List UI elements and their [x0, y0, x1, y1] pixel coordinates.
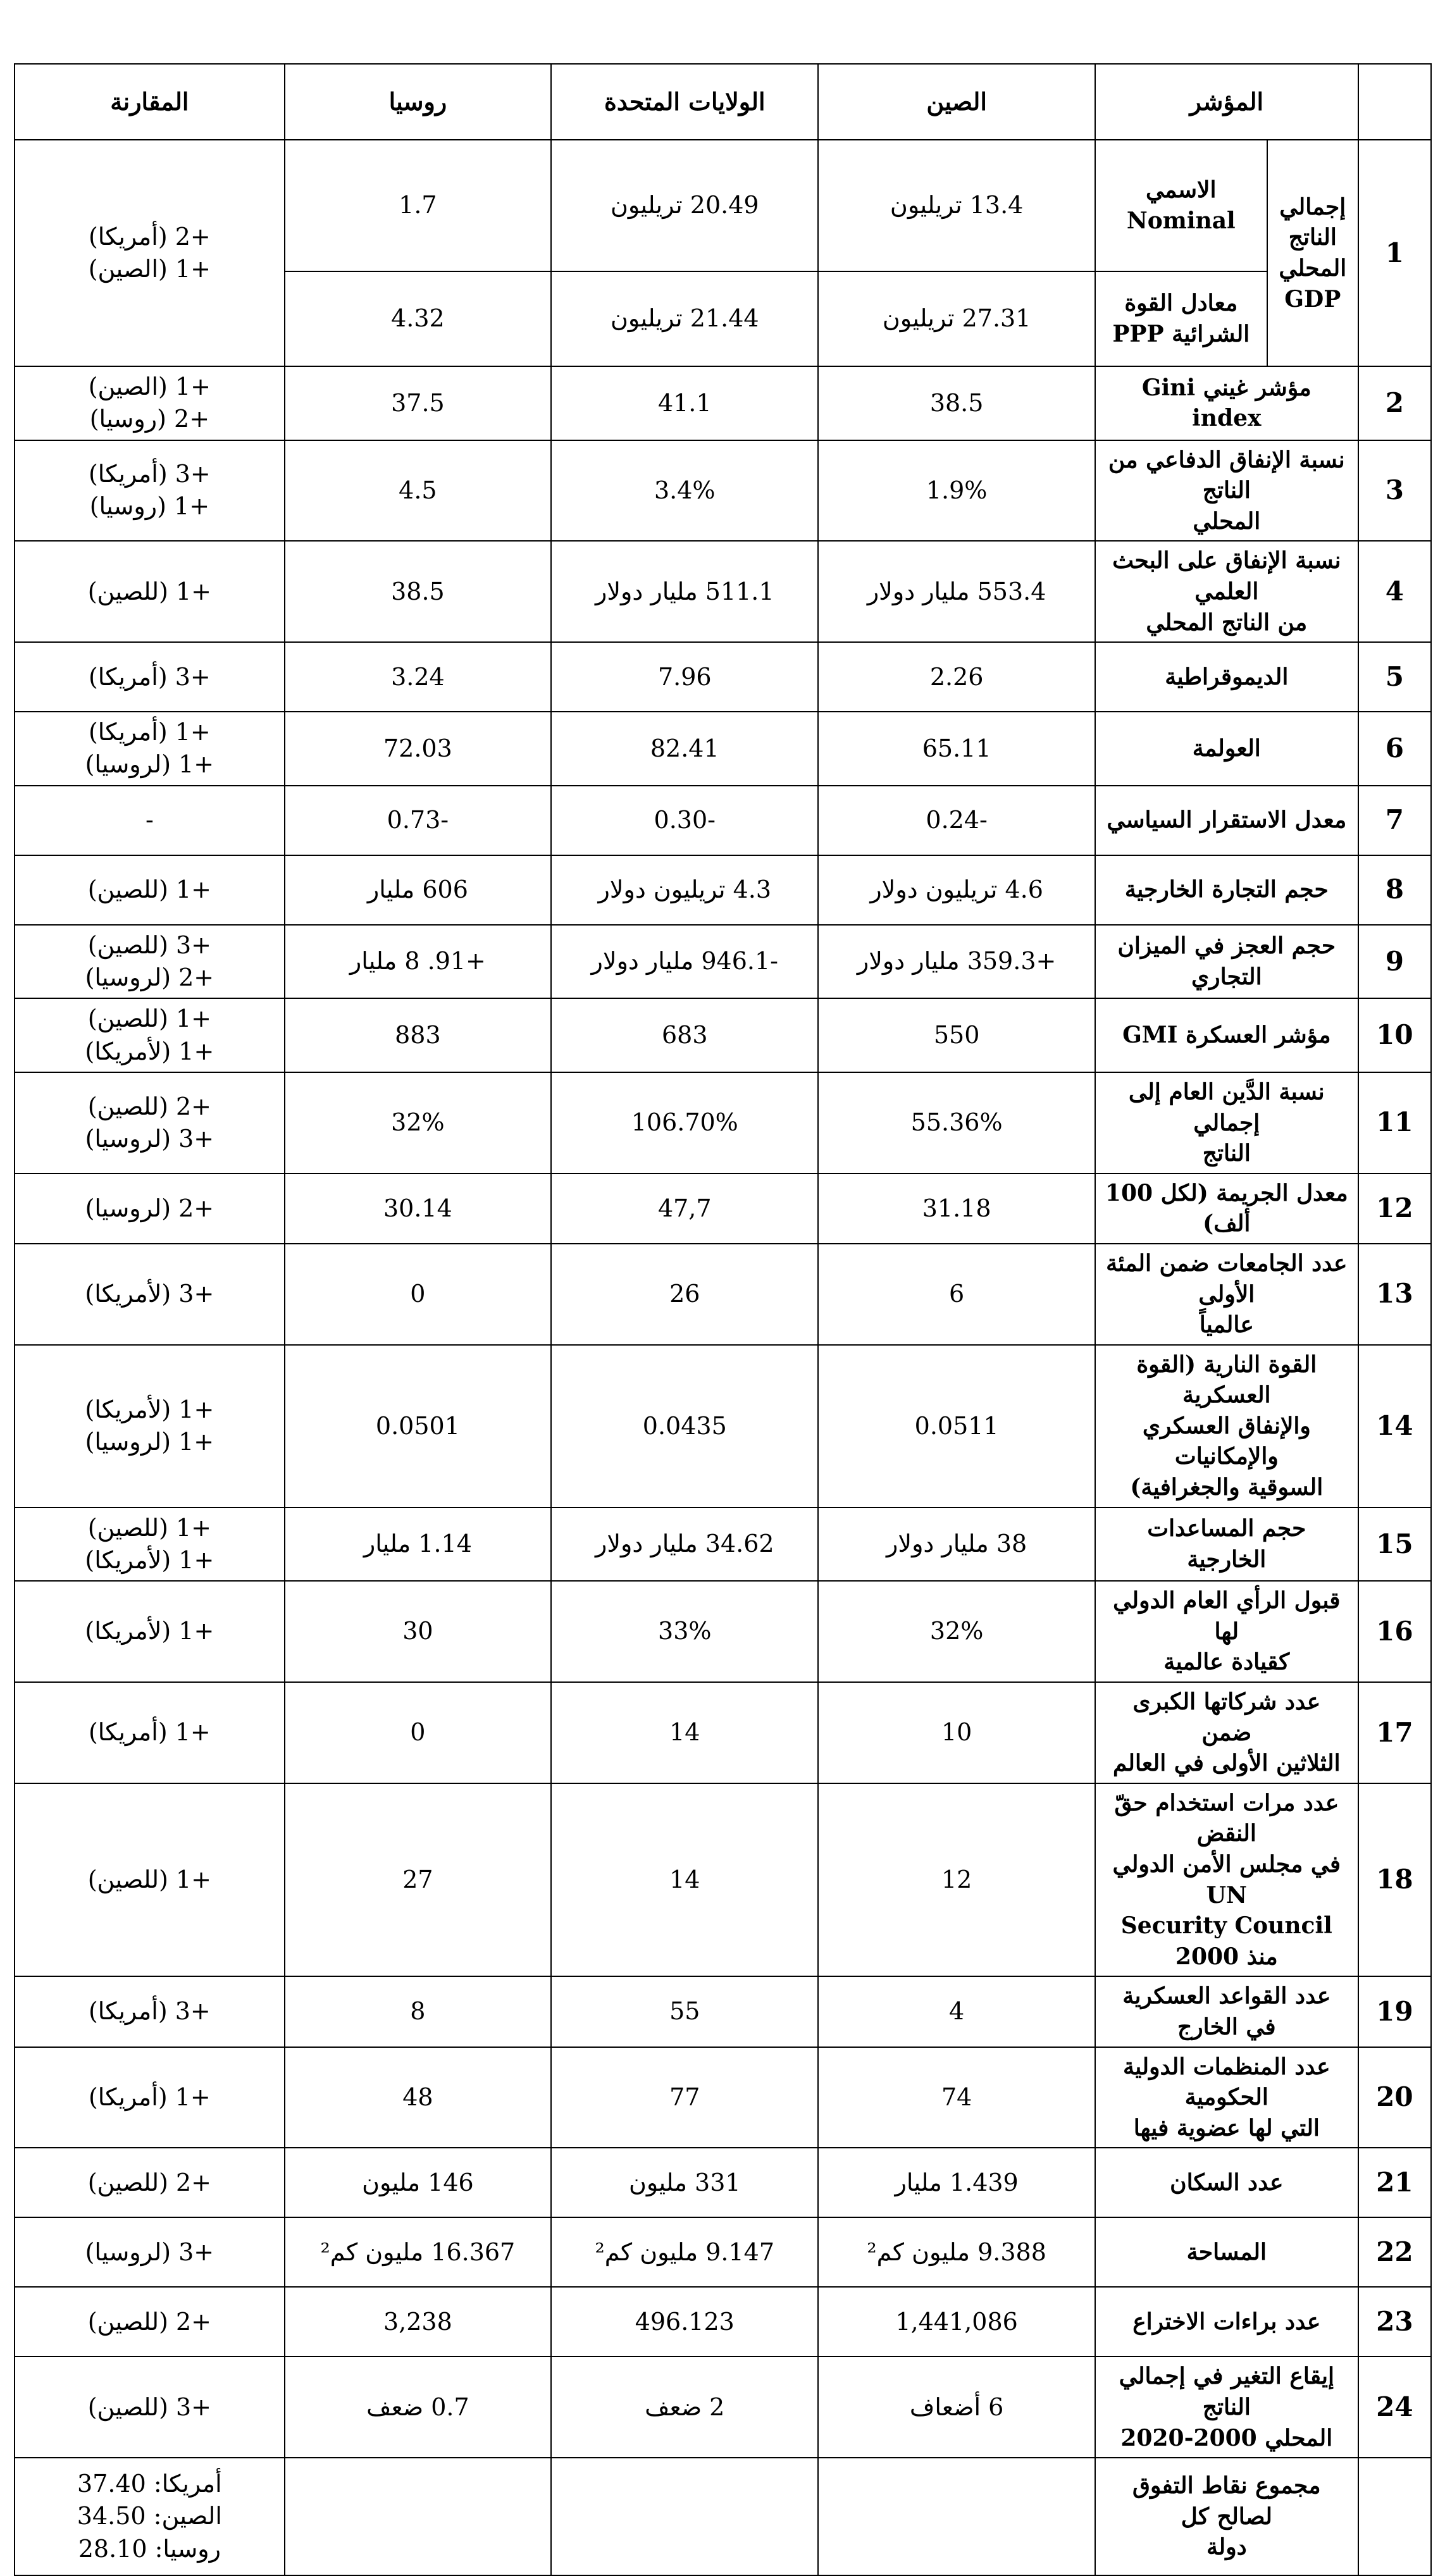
comparison-line: +2 (لروسيا): [85, 963, 214, 992]
table-row: [15, 2356, 1431, 2458]
row-number: 20: [1358, 2047, 1431, 2148]
indicator-line: مؤشر غيني Gini index: [1141, 374, 1312, 432]
row-number: 15: [1358, 1508, 1431, 1582]
indicator-cell: [1095, 1508, 1358, 1582]
comparison-line: +1 (للصين): [87, 1005, 211, 1033]
china-value: 1,441,086: [818, 2287, 1095, 2356]
indicator-cell: [1095, 712, 1358, 786]
indicator-line: والإنفاق العسكري والإمكانيات: [1142, 1412, 1311, 1470]
usa-value: 34.62 مليار دولار: [551, 1508, 818, 1582]
row-number: 5: [1358, 642, 1431, 712]
china-value: 31.18: [818, 1173, 1095, 1244]
table-row: [15, 1244, 1431, 1345]
comparison-cell: [15, 1976, 285, 2047]
row-number: 17: [1358, 1682, 1431, 1783]
comparison-table: [14, 63, 1432, 2576]
indicator-cell: [1095, 1173, 1358, 1244]
indicator-line: الديموقراطية: [1165, 663, 1289, 690]
china-value: 10: [818, 1682, 1095, 1783]
usa-value: 496.123: [551, 2287, 818, 2356]
table-row: [15, 1581, 1431, 1682]
china-value: 553.4 مليار دولار: [818, 541, 1095, 642]
usa-value: 14: [551, 1682, 818, 1783]
row-number: 8: [1358, 855, 1431, 925]
comparison-line: +3 (لروسيا): [85, 1124, 214, 1153]
comparison-cell: [15, 712, 285, 786]
russia-value: -0.73: [285, 786, 551, 855]
indicator-line: حجم العجز في الميزان التجاري: [1117, 932, 1336, 991]
indicator-line: عدد الجامعات ضمن المئة الأولى: [1106, 1249, 1348, 1308]
table-row: [15, 2287, 1431, 2356]
usa-value: 106.70%: [551, 1072, 818, 1173]
table-row: [15, 1345, 1431, 1508]
comparison-line: +1 (لروسيا): [85, 1428, 214, 1456]
comparison-line: +1 (لأمريكا): [85, 1395, 214, 1423]
row-number: 14: [1358, 1345, 1431, 1508]
row-number: 21: [1358, 2148, 1431, 2217]
indicator-line: القوة النارية (القوة العسكرية: [1136, 1351, 1317, 1409]
gdp-ppp-china: 27.31 تريليون: [818, 271, 1095, 366]
indicator-line: السوقية والجغرافية): [1130, 1474, 1324, 1501]
russia-value: 883: [285, 998, 551, 1072]
row-number: 3: [1358, 440, 1431, 542]
usa-value: -0.30: [551, 786, 818, 855]
china-value: 65.11: [818, 712, 1095, 786]
comparison-cell: [15, 440, 285, 542]
russia-value: 30.14: [285, 1173, 551, 1244]
comparison-line: +1 (الصين): [88, 373, 211, 400]
usa-value: 3.4%: [551, 440, 818, 542]
comparison-line: +1 (لروسيا): [85, 750, 214, 779]
indicator-line: المحلي 2000-2020: [1120, 2424, 1333, 2451]
china-value: 32%: [818, 1581, 1095, 1682]
total-comparison: [15, 2458, 285, 2575]
total-score: أمريكا: 37.40: [77, 2470, 222, 2498]
table-row: [15, 712, 1431, 786]
indicator-cell: [1095, 1682, 1358, 1783]
comparison-line: +3 (للصين): [87, 931, 211, 959]
china-value: -0.24: [818, 786, 1095, 855]
indicator-line: معدل الاستقرار السياسي: [1107, 807, 1347, 834]
header-indicator: المؤشر: [1095, 64, 1358, 140]
comparison-cell: [15, 2047, 285, 2148]
comparison-cell: [15, 541, 285, 642]
gdp-ppp-russia: 4.32: [285, 271, 551, 366]
indicator-cell: [1095, 440, 1358, 542]
usa-value: 82.41: [551, 712, 818, 786]
indicator-cell: [1095, 1072, 1358, 1173]
indicator-cell: [1095, 1783, 1358, 1977]
comparison-cell: [15, 1581, 285, 1682]
usa-value: 0.0435: [551, 1345, 818, 1508]
comparison-line: +1 (للصين): [87, 876, 211, 904]
comparison-cell: [15, 2148, 285, 2217]
usa-value: 2 ضعف: [551, 2356, 818, 2458]
total-num: [1358, 2458, 1431, 2575]
indicator-cell: [1095, 925, 1358, 999]
table-row: [15, 2148, 1431, 2217]
usa-value: 683: [551, 998, 818, 1072]
comparison-cell: [15, 925, 285, 999]
china-value: 4.6 تريليون دولار: [818, 855, 1095, 925]
table-body: [15, 140, 1431, 366]
russia-value: 27: [285, 1783, 551, 1977]
table-row: [15, 1173, 1431, 1244]
indicator-line: حجم المساعدات الخارجية: [1147, 1515, 1306, 1573]
gdp-nominal-row: [15, 140, 1431, 271]
russia-value: 4.5: [285, 440, 551, 542]
indicator-cell: [1095, 2287, 1358, 2356]
total-china: [818, 2458, 1095, 2575]
russia-value: 146 مليون: [285, 2148, 551, 2217]
total-label-line: دولة: [1206, 2534, 1247, 2561]
russia-value: 32%: [285, 1072, 551, 1173]
gdp-nominal-china: 13.4 تريليون: [818, 140, 1095, 271]
row-number: 13: [1358, 1244, 1431, 1345]
indicator-line: عالمياً: [1199, 1311, 1254, 1339]
row-number: 9: [1358, 925, 1431, 999]
china-value: 12: [818, 1783, 1095, 1977]
usa-value: 55: [551, 1976, 818, 2047]
row-number: 24: [1358, 2356, 1431, 2458]
usa-value: 7.96: [551, 642, 818, 712]
comparison-cell: [15, 855, 285, 925]
comparison-line: +2 (للصين): [87, 2307, 211, 2336]
comparison-line: +1 (لأمريكا): [85, 1617, 214, 1645]
russia-value: 0: [285, 1682, 551, 1783]
indicator-line: في مجلس الأمن الدولي UN: [1112, 1851, 1341, 1909]
header-num: [1358, 64, 1431, 140]
indicator-cell: [1095, 1244, 1358, 1345]
total-label-line: مجموع نقاط التفوق لصالح كل: [1132, 2472, 1321, 2530]
china-value: 2.26: [818, 642, 1095, 712]
gdp-nominal-label: [1095, 140, 1267, 271]
russia-value: 8: [285, 1976, 551, 2047]
gdp-label: إجمالي الناتج المحلي GDP: [1267, 140, 1358, 366]
russia-value: 3.24: [285, 642, 551, 712]
comparison-cell: [15, 1783, 285, 1977]
china-value: 74: [818, 2047, 1095, 2148]
comparison-cell: [15, 1682, 285, 1783]
gdp-nominal-label-ar: الاسمي: [1146, 176, 1217, 204]
table-row: [15, 2217, 1431, 2287]
china-value: 4: [818, 1976, 1095, 2047]
table-rows: [15, 366, 1431, 2458]
china-value: 9.388 مليون كم²: [818, 2217, 1095, 2287]
comparison-line: +3 (أمريكا): [88, 460, 211, 488]
indicator-line: نسبة الدَّين العام إلى إجمالي: [1128, 1078, 1325, 1136]
indicator-line: من الناتج المحلي: [1146, 609, 1308, 636]
china-value: 38.5: [818, 366, 1095, 440]
indicator-cell: [1095, 1581, 1358, 1682]
table-row: [15, 1976, 1431, 2047]
comparison-cell: [15, 998, 285, 1072]
indicator-line: الثلاثين الأولى في العالم: [1113, 1750, 1341, 1777]
total-label: [1095, 2458, 1358, 2575]
table-row: [15, 1783, 1431, 1977]
indicator-cell: [1095, 2047, 1358, 2148]
comparison-line: +1 (للصين): [87, 1865, 211, 1893]
comparison-line: +2 (أمريكا): [88, 222, 211, 251]
russia-value: 38.5: [285, 541, 551, 642]
russia-value: 48: [285, 2047, 551, 2148]
table-row: [15, 366, 1431, 440]
russia-value: 0.7 ضعف: [285, 2356, 551, 2458]
indicator-line: التي لها عضوية فيها: [1133, 2114, 1320, 2141]
comparison-cell: [15, 1345, 285, 1508]
indicator-line: عدد مرات استخدام حقّ النقض: [1114, 1789, 1339, 1847]
comparison-cell: [15, 2217, 285, 2287]
indicator-cell: [1095, 541, 1358, 642]
comparison-line: +2 (لروسيا): [85, 1194, 214, 1222]
table-row: [15, 855, 1431, 925]
indicator-line: عدد شركاتها الكبرى ضمن: [1132, 1688, 1321, 1746]
russia-value: 606 مليار: [285, 855, 551, 925]
comparison-cell: [15, 786, 285, 855]
header-comparison: المقارنة: [15, 64, 285, 140]
usa-value: 14: [551, 1783, 818, 1977]
comparison-line: +1 (لأمريكا): [85, 1037, 214, 1065]
total-score: الصين: 34.50: [77, 2502, 222, 2530]
table-row: [15, 1508, 1431, 1582]
comparison-line: +1 (روسيا): [89, 492, 210, 521]
indicator-line: المساحة: [1186, 2239, 1267, 2266]
comparison-line: +1 (أمريكا): [88, 718, 211, 746]
comparison-line: +2 (روسيا): [89, 405, 210, 433]
indicator-line: معدل الجريمة (لكل 100 ألف): [1105, 1179, 1348, 1237]
indicator-line: نسبة الإنفاق الدفاعي من الناتج: [1108, 446, 1345, 504]
table-row: [15, 440, 1431, 542]
comparison-cell: [15, 2356, 285, 2458]
indicator-line: عدد القواعد العسكرية في الخارج: [1122, 1983, 1331, 2040]
russia-value: 0: [285, 1244, 551, 1345]
row-number: 1: [1358, 140, 1431, 366]
table-row: [15, 925, 1431, 999]
china-value: 1.439 مليار: [818, 2148, 1095, 2217]
indicator-line: الناتج: [1202, 1140, 1251, 1167]
indicator-line: كقيادة عالمية: [1163, 1649, 1290, 1676]
indicator-line: حجم التجارة الخارجية: [1124, 876, 1329, 903]
indicator-line: إيقاع التغير في إجمالي الناتج: [1119, 2363, 1335, 2420]
china-value: 0.0511: [818, 1345, 1095, 1508]
russia-value: 72.03: [285, 712, 551, 786]
russia-value: 30: [285, 1581, 551, 1682]
indicator-cell: [1095, 366, 1358, 440]
indicator-line: Security Council منذ 2000: [1120, 1912, 1332, 1970]
row-number: 7: [1358, 786, 1431, 855]
usa-value: 41.1: [551, 366, 818, 440]
comparison-cell: [15, 1072, 285, 1173]
comparison-cell: [15, 1173, 285, 1244]
usa-value: 511.1 مليار دولار: [551, 541, 818, 642]
comparison-line: +3 (أمريكا): [88, 1997, 211, 2026]
comparison-cell: [15, 642, 285, 712]
total-russia: [285, 2458, 551, 2575]
comparison-line: +1 (أمريكا): [88, 1718, 211, 1747]
table-row: [15, 642, 1431, 712]
usa-value: 9.147 مليون كم²: [551, 2217, 818, 2287]
indicator-cell: [1095, 2217, 1358, 2287]
comparison-line: +1 (أمريكا): [88, 2083, 211, 2111]
comparison-line: +1 (الصين): [88, 255, 211, 283]
russia-value: 1.14 مليار: [285, 1508, 551, 1582]
indicator-line: العولمة: [1192, 735, 1261, 762]
row-number: 10: [1358, 998, 1431, 1072]
row-number: 23: [1358, 2287, 1431, 2356]
row-number: 18: [1358, 1783, 1431, 1977]
gdp-ppp-label: معادل القوة الشرائية PPP: [1095, 271, 1267, 366]
comparison-line: +1 (للصين): [87, 577, 211, 605]
usa-value: 331 مليون: [551, 2148, 818, 2217]
china-value: 6: [818, 1244, 1095, 1345]
header-row: [15, 64, 1431, 140]
gdp-nominal-label-en: Nominal: [1126, 207, 1236, 234]
indicator-cell: [1095, 998, 1358, 1072]
usa-value: 33%: [551, 1581, 818, 1682]
table-row: [15, 541, 1431, 642]
comparison-line: +1 (للصين): [87, 1513, 211, 1542]
russia-value: 37.5: [285, 366, 551, 440]
table-row: [15, 1682, 1431, 1783]
china-value: +359.3 مليار دولار: [818, 925, 1095, 999]
indicator-line: المحلي: [1193, 507, 1261, 535]
comparison-line: +1 (لأمريكا): [85, 1545, 214, 1574]
usa-value: -946.1 مليار دولار: [551, 925, 818, 999]
usa-value: 77: [551, 2047, 818, 2148]
comparison-cell: [15, 1508, 285, 1582]
indicator-cell: [1095, 642, 1358, 712]
row-number: 2: [1358, 366, 1431, 440]
indicator-cell: [1095, 855, 1358, 925]
china-value: 6 أضعاف: [818, 2356, 1095, 2458]
indicator-cell: [1095, 1345, 1358, 1508]
indicator-line: قبول الرأي العام الدولي لها: [1113, 1587, 1341, 1645]
row-number: 12: [1358, 1173, 1431, 1244]
row-number: 19: [1358, 1976, 1431, 2047]
document-page: [14, 63, 1432, 2576]
row-number: 6: [1358, 712, 1431, 786]
table-row: [15, 786, 1431, 855]
russia-value: 3,238: [285, 2287, 551, 2356]
table-row: [15, 2047, 1431, 2148]
china-value: 1.9%: [818, 440, 1095, 542]
comparison-line: +2 (للصين): [87, 1092, 211, 1120]
indicator-cell: [1095, 2356, 1358, 2458]
comparison-line: +3 (لروسيا): [85, 2238, 214, 2266]
total-score: روسيا: 28.10: [78, 2534, 221, 2563]
china-value: 38 مليار دولار: [818, 1508, 1095, 1582]
table-row: [15, 1072, 1431, 1173]
header-china: الصين: [818, 64, 1095, 140]
gdp-ppp-usa: 21.44 تريليون: [551, 271, 818, 366]
indicator-line: نسبة الإنفاق على البحث العلمي: [1112, 547, 1341, 605]
comparison-cell: [15, 2287, 285, 2356]
usa-value: 4.3 تريليون دولار: [551, 855, 818, 925]
indicator-cell: [1095, 1976, 1358, 2047]
comparison-line: +3 (لأمريكا): [85, 1280, 214, 1308]
russia-value: +91. 8 مليار: [285, 925, 551, 999]
row-number: 4: [1358, 541, 1431, 642]
indicator-line: عدد المنظمات الدولية الحكومية: [1122, 2053, 1330, 2111]
comparison-line: +3 (للصين): [87, 2393, 211, 2421]
table-footer: [15, 2458, 1431, 2575]
china-value: 55.36%: [818, 1072, 1095, 1173]
russia-value: 0.0501: [285, 1345, 551, 1508]
table-row: [15, 998, 1431, 1072]
header-russia: روسيا: [285, 64, 551, 140]
header-usa: الولايات المتحدة: [551, 64, 818, 140]
comparison-line: -: [145, 806, 154, 834]
indicator-line: عدد السكان: [1170, 2169, 1284, 2196]
indicator-line: مؤشر العسكرة GMI: [1122, 1022, 1331, 1049]
indicator-cell: [1095, 786, 1358, 855]
row-number: 16: [1358, 1581, 1431, 1682]
gdp-nominal-usa: 20.49 تريليون: [551, 140, 818, 271]
china-value: 550: [818, 998, 1095, 1072]
comparison-line: +2 (للصين): [87, 2168, 211, 2196]
comparison-cell: [15, 1244, 285, 1345]
comparison-cell: [15, 366, 285, 440]
russia-value: 16.367 مليون كم²: [285, 2217, 551, 2287]
indicator-cell: [1095, 2148, 1358, 2217]
indicator-line: عدد براءات الاختراع: [1132, 2308, 1321, 2336]
total-usa: [551, 2458, 818, 2575]
usa-value: 26: [551, 1244, 818, 1345]
total-row: [15, 2458, 1431, 2575]
comparison-line: +3 (أمريكا): [88, 662, 211, 691]
gdp-nominal-russia: 1.7: [285, 140, 551, 271]
usa-value: 47,7: [551, 1173, 818, 1244]
row-number: 11: [1358, 1072, 1431, 1173]
gdp-comparison: [15, 140, 285, 366]
row-number: 22: [1358, 2217, 1431, 2287]
